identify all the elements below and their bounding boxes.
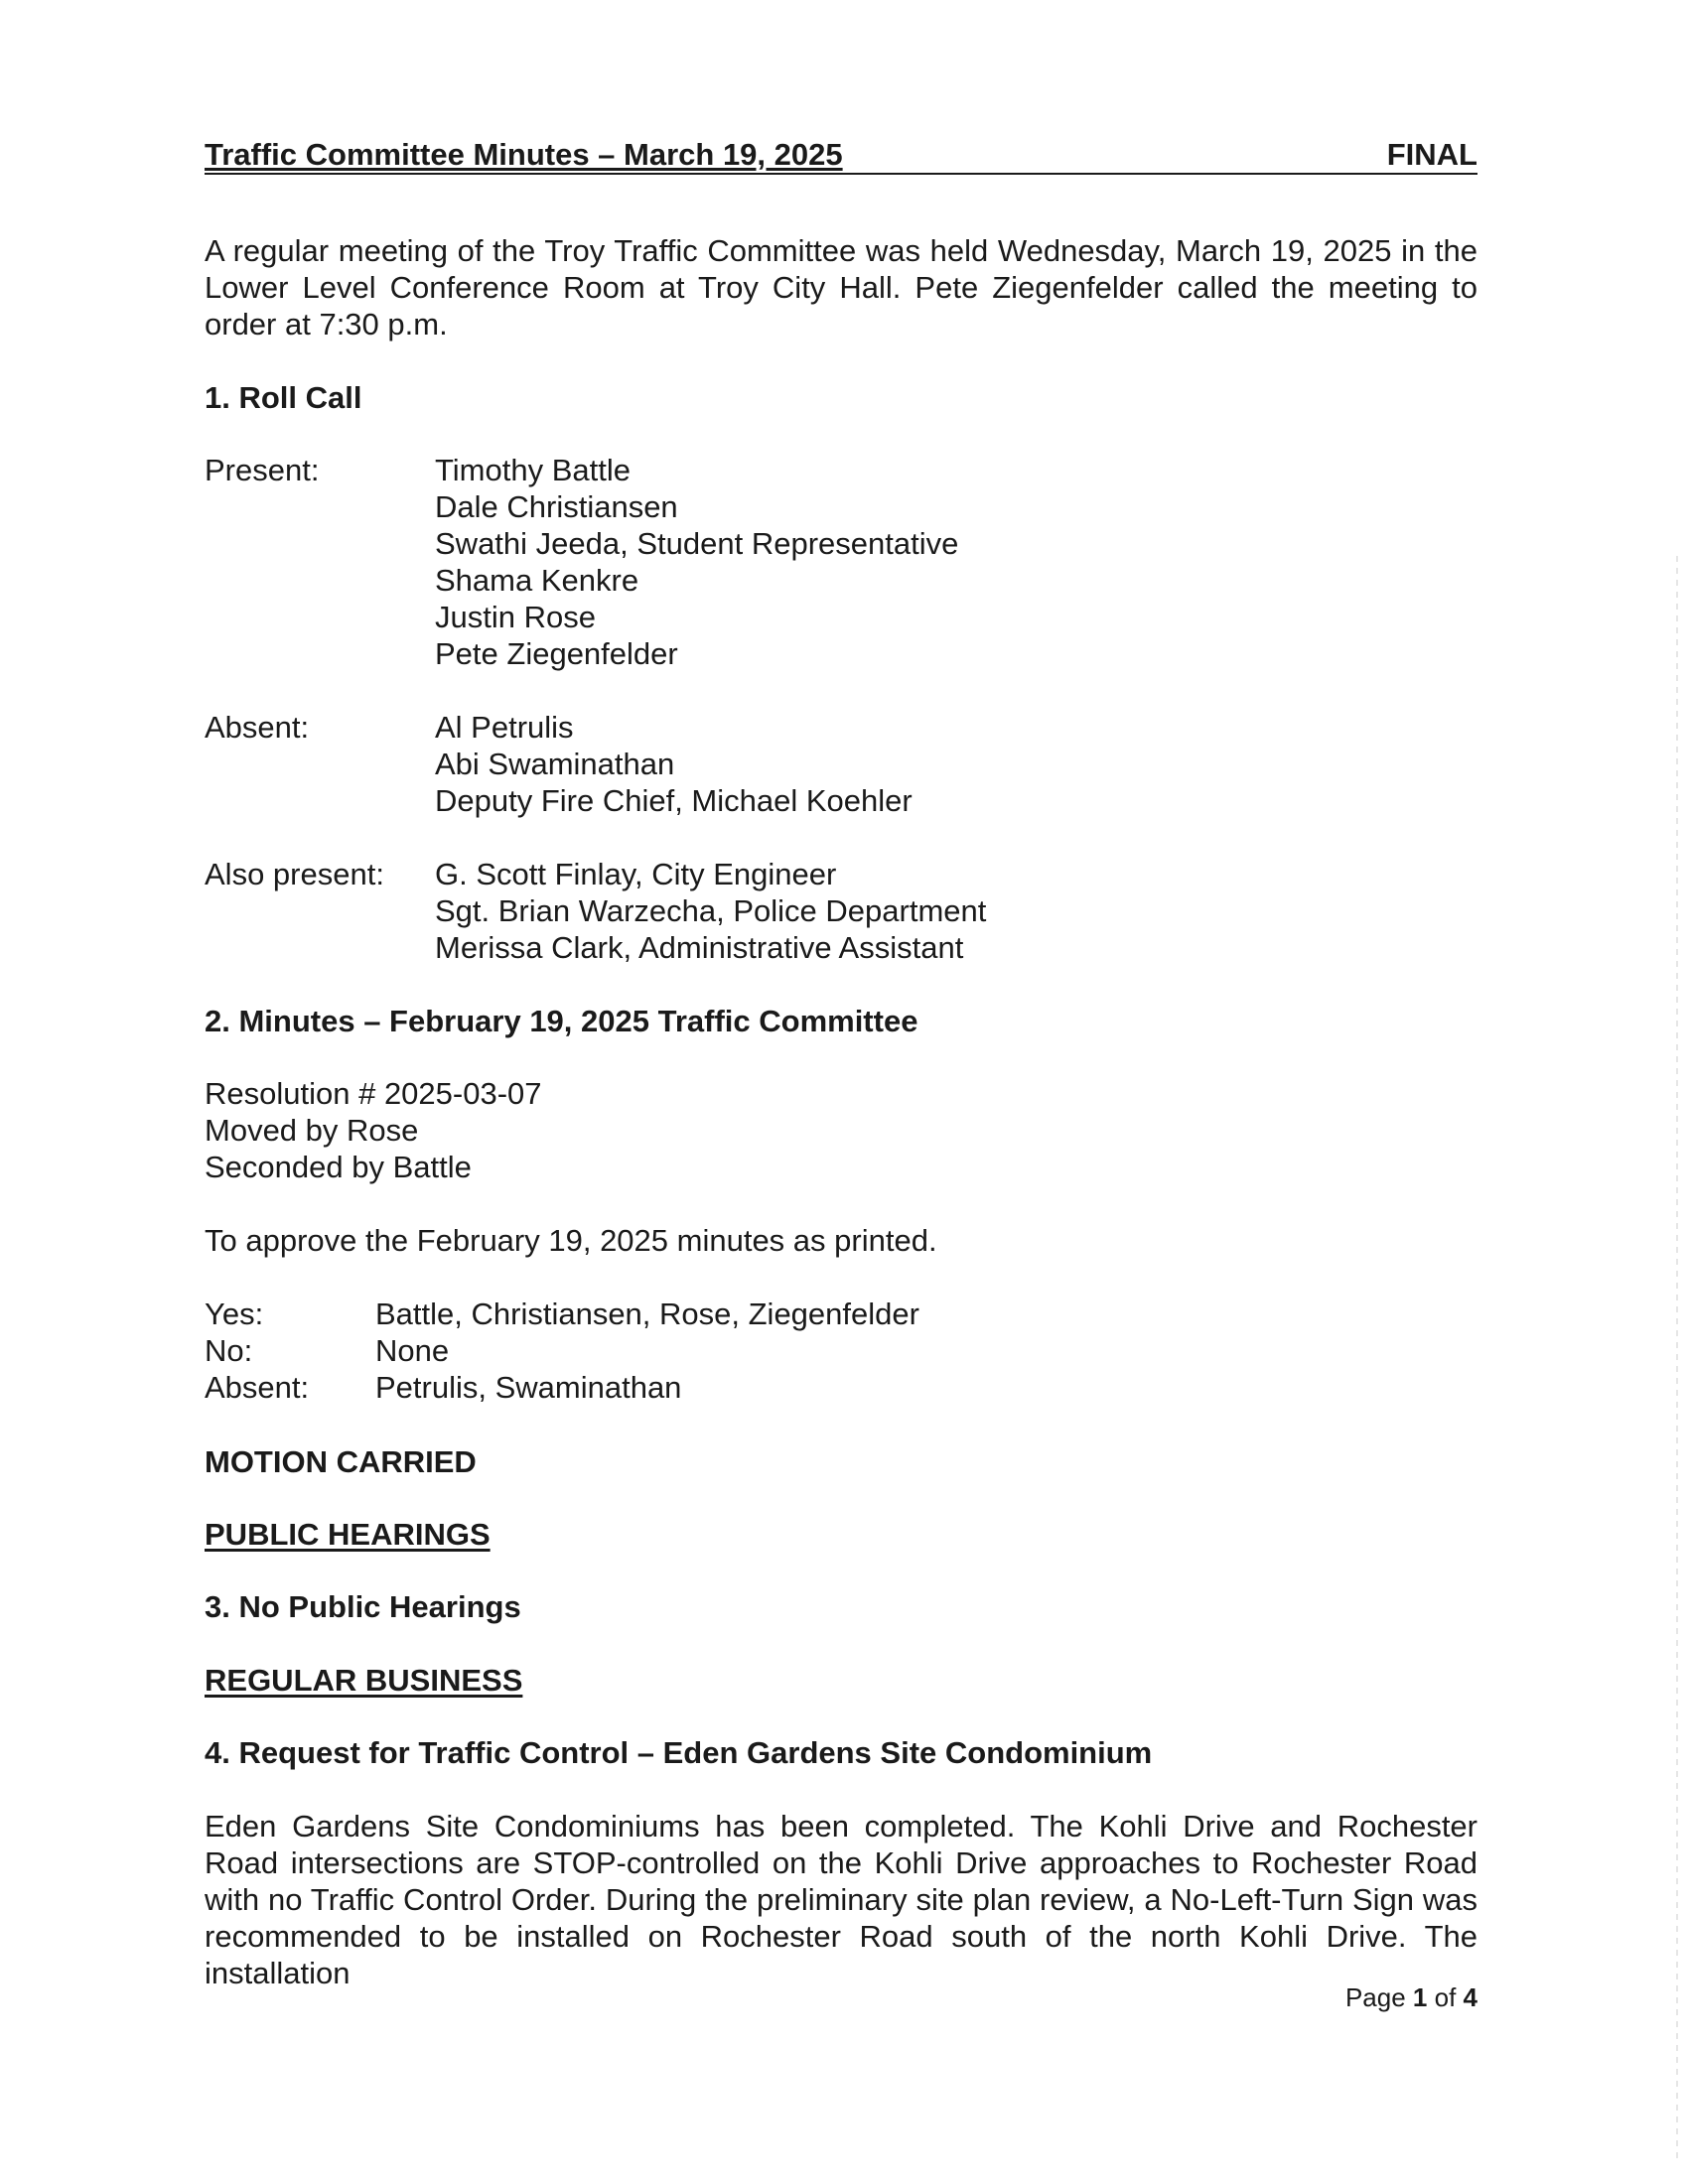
present-label: Present: — [205, 453, 320, 487]
absent-member: Abi Swaminathan — [435, 747, 675, 781]
vote-table — [205, 1296, 919, 1406]
page-number — [1345, 1979, 1477, 2016]
total-pages: 4 — [1463, 1982, 1477, 2012]
present-member: Pete Ziegenfelder — [435, 636, 678, 671]
public-hearings-item: 3. No Public Hearings — [205, 1589, 521, 1624]
present-member: Dale Christiansen — [435, 489, 678, 524]
also-present-member: Sgt. Brian Warzecha, Police Department — [435, 893, 987, 928]
seconded-by: Seconded by Battle — [205, 1150, 472, 1184]
vote-label: Yes: — [205, 1297, 264, 1331]
present-member: Timothy Battle — [435, 453, 631, 487]
resolution-block — [205, 1075, 542, 1185]
vote-row-absent — [205, 1369, 919, 1406]
vote-label: No: — [205, 1333, 253, 1368]
regular-business-item-heading: 4. Request for Traffic Control – Eden Gardens Site Condominium — [205, 1735, 1153, 1770]
intro-paragraph: A regular meeting of the Troy Traffic Committee was held Wednesday, March 19, 2025 in the Lower Level Conference Room at Troy City Hall. Pete Ziegenfelder called the meeting to order at 7:30 p.m. — [205, 233, 1477, 341]
also-present-list — [435, 856, 986, 966]
resolution-number: Resolution # 2025-03-07 — [205, 1076, 542, 1111]
vote-label: Absent: — [205, 1370, 310, 1405]
absent-member: Al Petrulis — [435, 710, 574, 745]
vote-row-no — [205, 1332, 919, 1369]
moved-by: Moved by Rose — [205, 1113, 419, 1148]
vote-value: Battle, Christiansen, Rose, Ziegenfelder — [375, 1297, 919, 1331]
also-present-member: Merissa Clark, Administrative Assistant — [435, 930, 964, 965]
absent-block — [205, 709, 913, 819]
current-page: 1 — [1412, 1982, 1428, 2012]
absent-list — [435, 709, 913, 819]
absent-member: Deputy Fire Chief, Michael Koehler — [435, 783, 913, 818]
also-present-label: Also present: — [205, 857, 384, 891]
document-title: Traffic Committee Minutes – March 19, 2025 — [205, 137, 843, 172]
page-label: Page — [1344, 1982, 1406, 2012]
regular-business-heading: REGULAR BUSINESS — [205, 1663, 523, 1698]
document-status: FINAL — [1386, 137, 1477, 172]
vote-row-yes — [205, 1296, 919, 1332]
absent-label: Absent: — [205, 710, 310, 745]
public-hearings-heading: PUBLIC HEARINGS — [205, 1517, 491, 1552]
present-member: Justin Rose — [435, 600, 596, 634]
vote-value: None — [375, 1333, 450, 1368]
vote-value: Petrulis, Swaminathan — [375, 1370, 682, 1405]
motion-result: MOTION CARRIED — [205, 1444, 477, 1479]
of-label: of — [1434, 1982, 1457, 2012]
present-block — [205, 452, 958, 672]
present-member: Shama Kenkre — [435, 563, 639, 598]
also-present-member: G. Scott Finlay, City Engineer — [435, 857, 837, 891]
roll-call-heading: 1. Roll Call — [205, 380, 362, 415]
also-present-block — [205, 856, 986, 966]
regular-business-item-text: Eden Gardens Site Condominiums has been completed. The Kohli Drive and Rochester Road intersections are STOP-controlled on the Kohli Drive approaches to Rochester Road with no Traffic Control Order. During the preliminary site plan review, a No-Left-Turn Sign was recommended to be installed on Rochester Road south of the north Kohli Drive. The installation — [205, 1809, 1477, 1990]
scan-edge-artifact — [1676, 556, 1678, 2164]
present-list — [435, 452, 958, 672]
minutes-heading: 2. Minutes – February 19, 2025 Traffic Committee — [205, 1004, 918, 1038]
document-header — [205, 137, 1477, 175]
document-page — [205, 0, 1477, 2184]
present-member: Swathi Jeeda, Student Representative — [435, 526, 959, 561]
motion-text: To approve the February 19, 2025 minutes as printed. — [205, 1223, 937, 1258]
